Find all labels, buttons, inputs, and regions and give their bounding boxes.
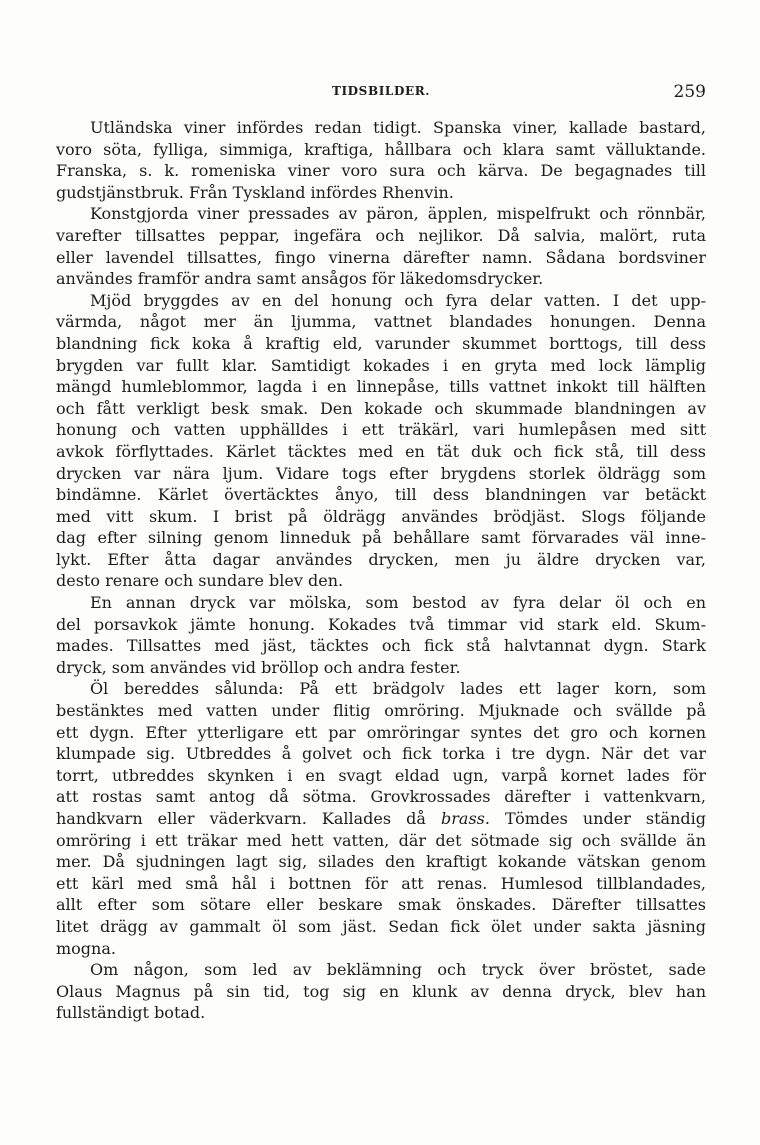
text-fragment: Tömdes under ständig [505,809,707,828]
text-line: ett kärl med små hål i bottnen för att renas. Humlesod tillblandades, [56,873,706,893]
text-line: desto renare och sundare blev den. [56,571,344,591]
text-line: Om någon, som led av beklämning och tryck över bröstet, sade [90,960,706,980]
running-head [56,84,706,108]
text-line: honung och vatten upphälldes i ett träkärl, vari humlepåsen med sitt [56,420,706,440]
text-line: med vitt skum. I brist på öldrägg användes brödjäst. Slogs följande [56,506,706,526]
text-line: drycken var nära ljum. Vidare togs efter brygdens storlek öldrägg som [56,463,706,483]
text-line: blandning fick koka å kraftig eld, varunder skummet borttogs, till dess [56,333,706,353]
text-line: omröring i ett träkar med hett vatten, där det sötmade sig och svällde än [56,830,706,850]
text-line: Mjöd bryggdes av en del honung och fyra delar vatten. I det upp- [90,290,706,310]
text-line: användes framför andra samt ansågos för läkedomsdrycker. [56,269,544,289]
text-line: avkok förflyttades. Kärlet täcktes med en tät duk och fick stå, till dess [56,441,706,461]
text-line: mer. Då sjudningen lagt sig, silades den kraftigt kokande vätskan genom [56,852,706,872]
text-line: klumpade sig. Utbreddes å golvet och fick torka i tre dygn. När det var [56,744,706,764]
text-line: eller lavendel tillsattes, fingo vinerna därefter namn. Sådana bordsviner [56,247,706,267]
text-line: mogna. [56,938,116,958]
text-line: och fått verkligt besk smak. Den kokade och skummade blandningen av [56,398,706,418]
text-line: lykt. Efter åtta dagar användes drycken, men ju äldre drycken var, [56,549,706,569]
text-line: bestänktes med vatten under flitig omröring. Mjuknade och svällde på [56,701,706,721]
text-line: voro söta, fylliga, simmiga, kraftiga, hållbara och klara samt välluktande. [56,139,706,159]
text-line: del porsavkok jämte honung. Kokades två timmar vid stark eld. Skum- [56,614,706,634]
text-line: brygden var fullt klar. Samtidigt kokades i en gryta med lock lämplig [56,355,706,375]
text-line: Konstgjorda viner pressades av päron, äpplen, mispelfrukt och rönnbär, [90,204,706,224]
text-line: Franska, s. k. romeniska viner voro sura och kärva. De begagnades till [56,161,706,181]
text-line: mängd humleblommor, lagda i en linnepåse, tills vattnet inkokt till hälften [56,377,706,397]
italic-term: brass. [441,809,490,828]
text-line: dryck, som användes vid bröllop och andra fester. [56,657,461,677]
text-line: mades. Tillsattes med jäst, täcktes och fick stå halvtannat dygn. Stark [56,636,706,656]
text-line: litet drägg av gammalt öl som jäst. Sedan fick ölet under sakta jäsning [56,916,706,936]
text-line: En annan dryck var mölska, som bestod av fyra delar öl och en [90,593,706,613]
text-line: att rostas samt antog då sötma. Grovkrossades därefter i vattenkvarn, [56,787,706,807]
text-line: bindämne. Kärlet övertäcktes ånyo, till dess blandningen var betäckt [56,485,706,505]
text-line: torrt, utbreddes skynken i en svagt eldad ugn, varpå kornet lades för [56,765,706,785]
text-line: värmda, något mer än ljumma, vattnet blandades honungen. Denna [56,312,706,332]
text-fragment: handkvarn eller väderkvarn. Kallades då [56,809,426,828]
text-line: fullständigt botad. [56,1003,206,1023]
text-line: Öl bereddes sålunda: På ett brädgolv lades ett lager korn, som [90,679,706,699]
text-line: varefter tillsattes peppar, ingefära och nejlikor. Då salvia, malört, ruta [56,225,706,245]
page-number: 259 [673,82,706,102]
text-line: ett dygn. Efter ytterligare ett par omröringar syntes det gro och kornen [56,722,706,742]
text-line: dag efter silning genom linneduk på behållare samt förvarades väl inne- [56,528,706,548]
running-title: TIDSBILDER. [331,84,431,98]
text-line: gudstjänstbruk. Från Tyskland infördes Rhenvin. [56,182,454,202]
text-line [56,808,706,830]
body-text [56,117,706,1024]
text-line: Olaus Magnus på sin tid, tog sig en klunk av denna dryck, blev han [56,981,706,1001]
text-line: allt efter som sötare eller beskare smak önskades. Därefter tillsattes [56,895,706,915]
text-line: Utländska viner infördes redan tidigt. Spanska viner, kallade bastard, [90,118,706,137]
